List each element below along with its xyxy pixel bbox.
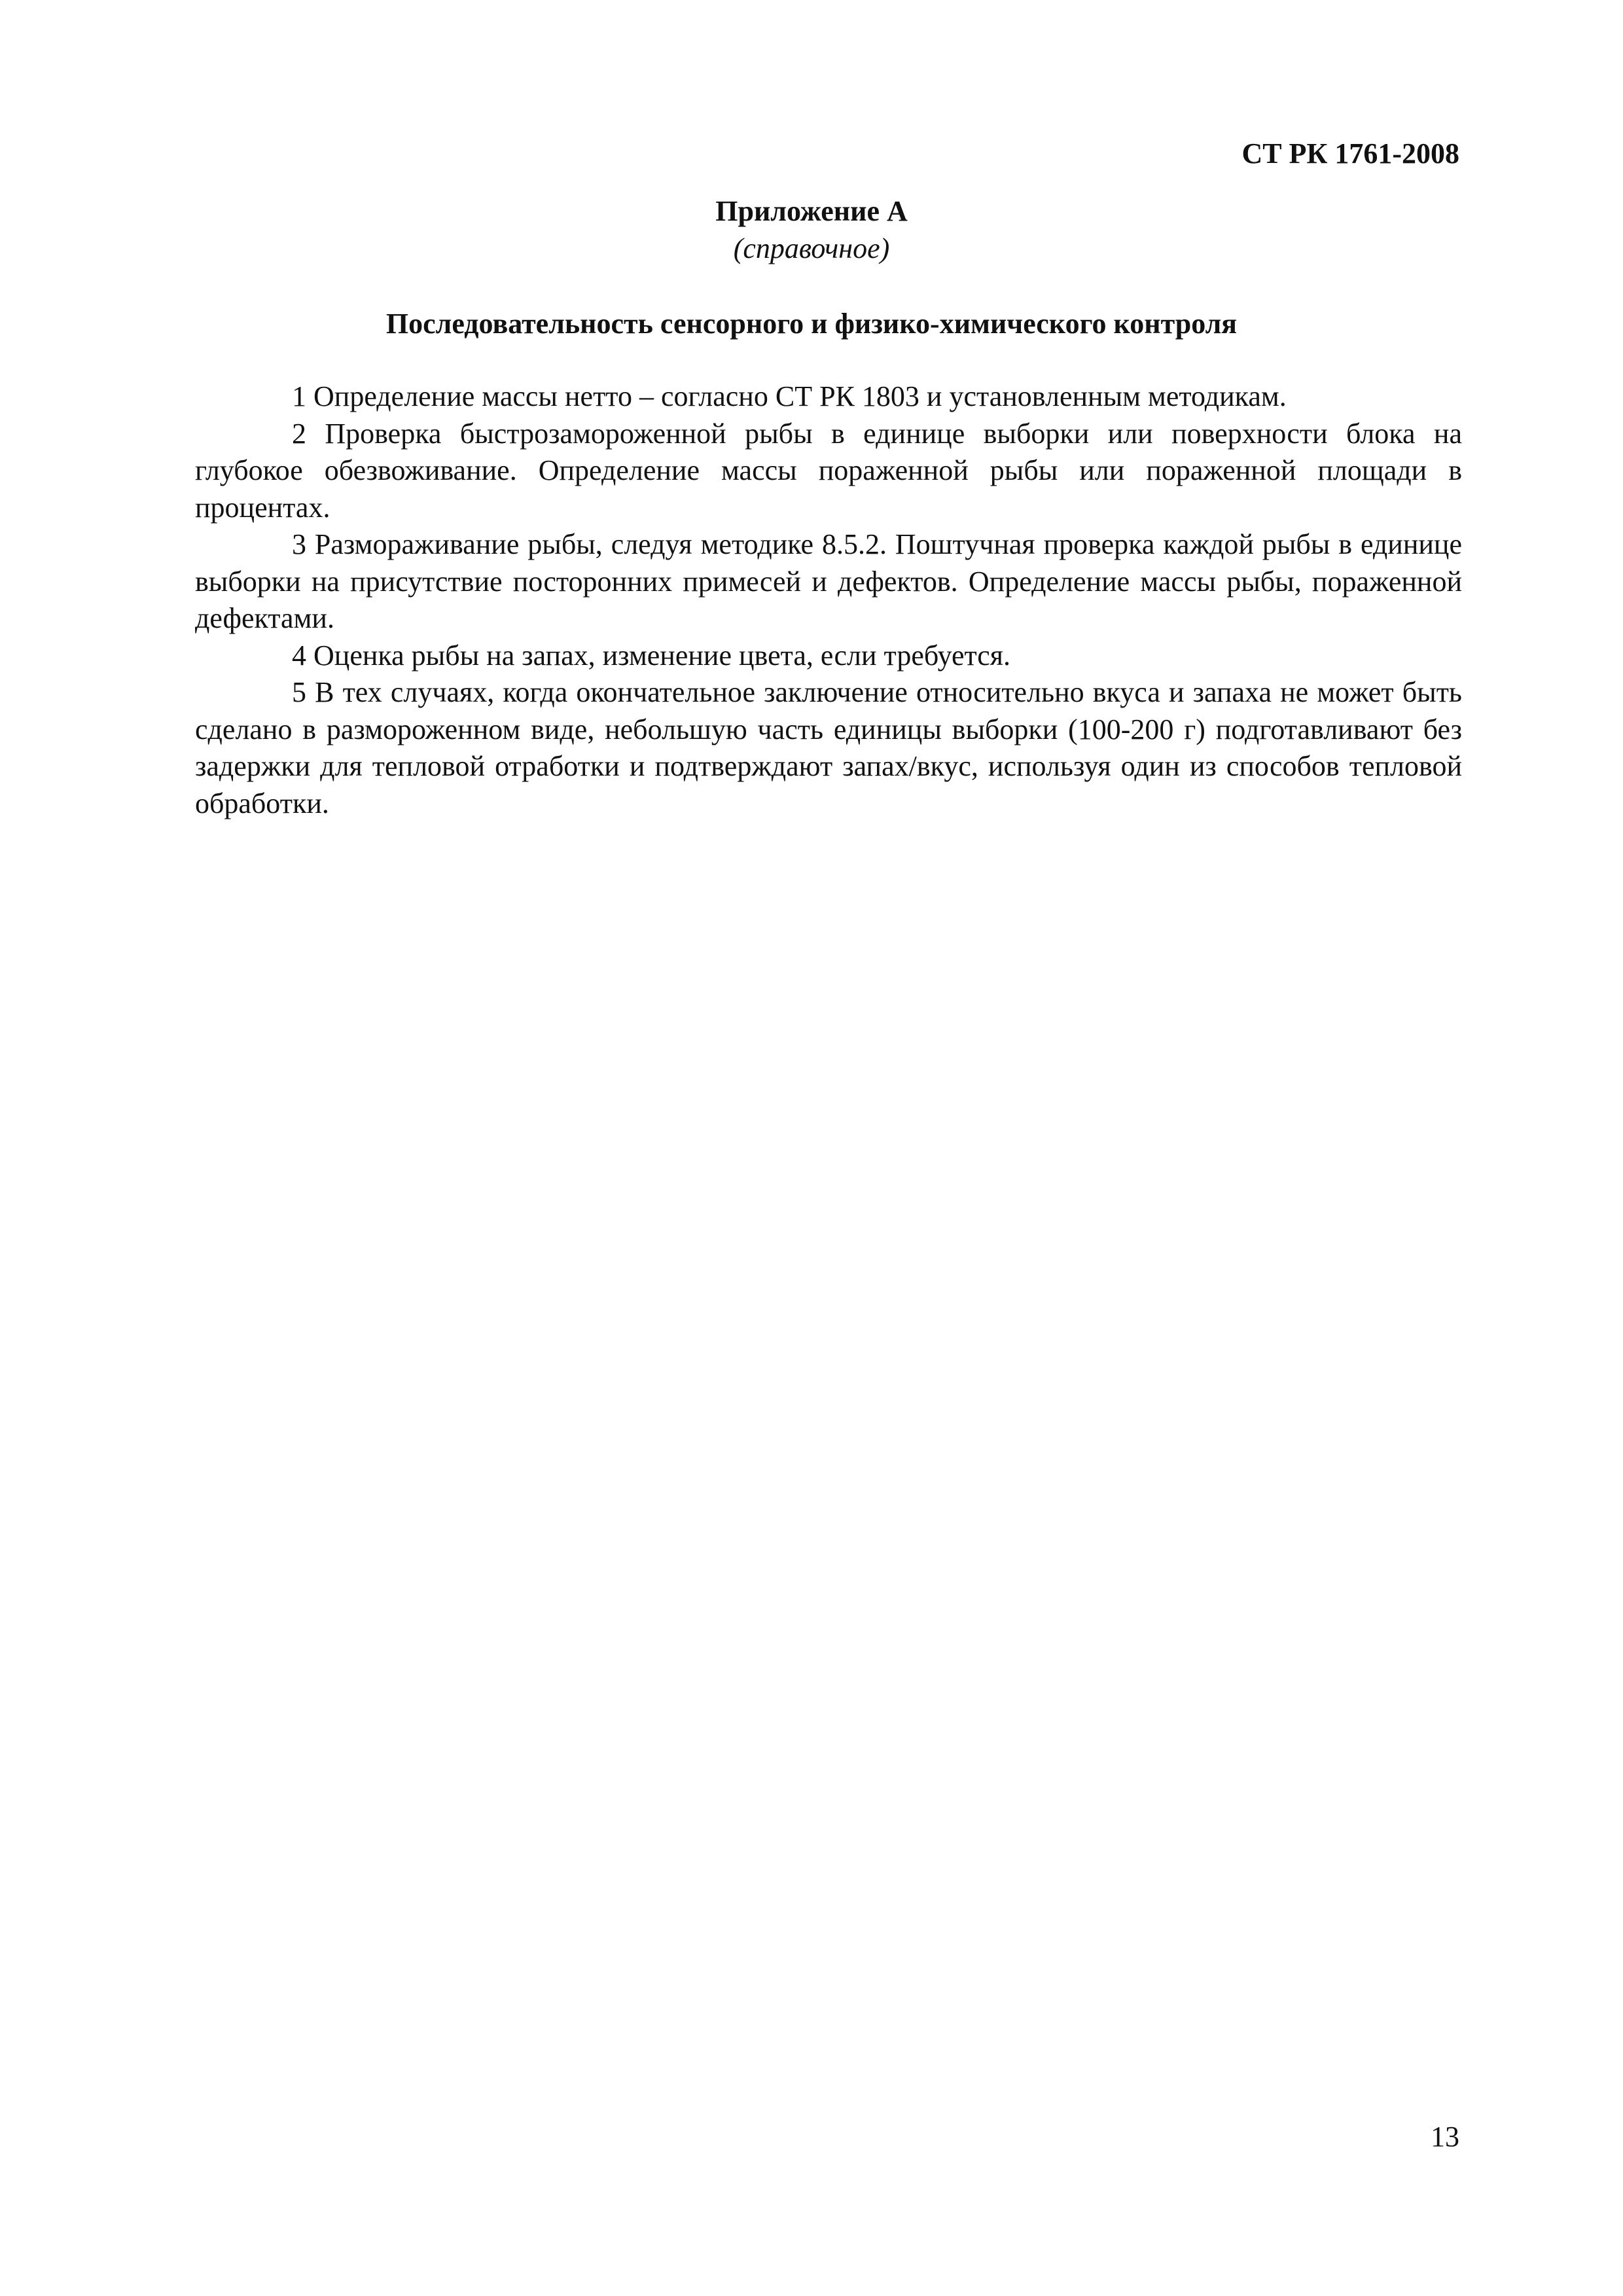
annex-title: Приложение А [715, 195, 908, 227]
paragraph-4: 4 Оценка рыбы на запах, изменение цвета, если требуется. [292, 639, 1011, 672]
page-number: 13 [1431, 2121, 1459, 2153]
document-code: СТ РК 1761-2008 [1241, 137, 1459, 170]
annex-subtitle: (справочное) [733, 232, 890, 264]
paragraph-2: 2 Проверка быстрозамороженной рыбы в единице выборки или поверхности блока на глубокое обезвоживание. Определение массы пораженной рыбы или пораженной площади в процентах. [195, 417, 1462, 524]
paragraph-1: 1 Определение массы нетто – согласно СТ РК 1803 и установленным методикам. [292, 380, 1287, 412]
body-text [195, 378, 1462, 822]
paragraph-3: 3 Размораживание рыбы, следуя методике 8.5.2. Поштучная проверка каждой рыбы в единице выборки на присутствие посторонних примесей и дефектов. Определение массы рыбы, пораженной дефектами. [195, 528, 1462, 634]
paragraph-5: 5 В тех случаях, когда окончательное заключение относительно вкуса и запаха не может быть сделано в размороженном виде, небольшую часть единицы выборки (100-200 г) подготавливают без задержки для тепловой отработки и подтверждают запах/вкус, используя один из способов тепловой обработки. [195, 676, 1462, 819]
section-title: Последовательность сенсорного и физико-химического контроля [385, 308, 1238, 340]
